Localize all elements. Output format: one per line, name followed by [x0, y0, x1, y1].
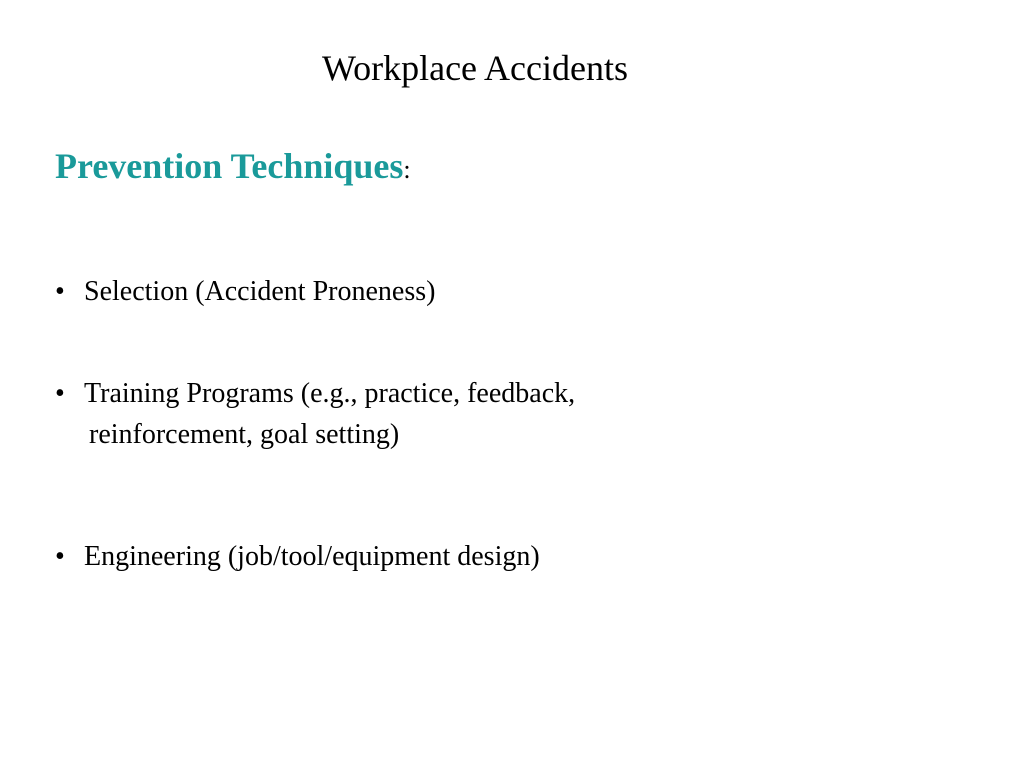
bullet-item-engineering: [55, 536, 540, 577]
section-heading: [55, 144, 411, 192]
bullet-item-training: [55, 373, 575, 455]
slide-title: Workplace Accidents: [322, 48, 628, 88]
section-heading-text: Prevention Techniques: [55, 146, 404, 186]
bullet-icon: •: [55, 378, 65, 409]
bullet-text: Training Programs (e.g., practice, feedback,: [84, 378, 576, 409]
bullet-text: Engineering (job/tool/equipment design): [84, 541, 540, 572]
section-heading-colon: :: [403, 155, 411, 184]
bullet-icon: •: [55, 276, 65, 307]
bullet-icon: •: [55, 541, 65, 572]
bullet-text: Selection (Accident Proneness): [84, 276, 436, 307]
bullet-item-selection: [55, 271, 435, 312]
bullet-text-continued: reinforcement, goal setting): [89, 419, 400, 450]
